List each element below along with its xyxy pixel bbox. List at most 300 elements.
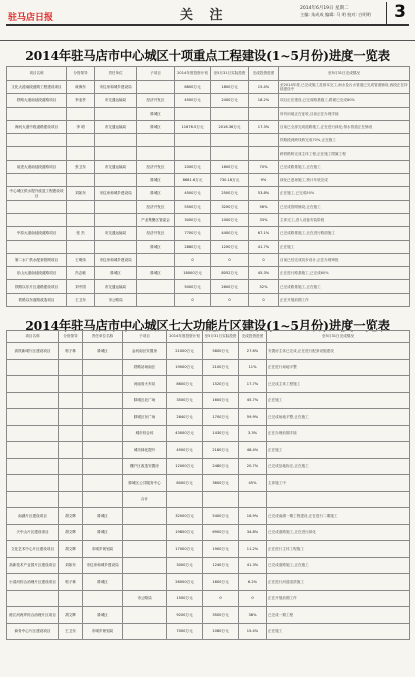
table-cell xyxy=(7,458,59,475)
table-row xyxy=(7,280,410,293)
table-cell: 李 明 xyxy=(67,120,95,133)
table-cell xyxy=(67,147,95,160)
table-cell xyxy=(67,213,95,226)
table-cell: 0 xyxy=(203,590,239,607)
table-cell xyxy=(267,491,410,508)
table-cell: 正在施工 xyxy=(267,392,410,409)
table-cell: 26000万元 xyxy=(167,574,203,591)
table-cell: 11.2% xyxy=(239,541,267,558)
table-cell xyxy=(67,240,95,253)
table-cell: 正在进行场地平整 xyxy=(267,359,410,376)
table-cell: 9200万元 xyxy=(167,607,203,624)
table-cell: 已完成路基施工,正在施工 xyxy=(279,160,410,173)
table-cell xyxy=(95,107,137,120)
table-cell: 0 xyxy=(249,293,279,306)
table-cell: 已完成南湖一期工程建设,正在进行二期施工 xyxy=(267,508,410,525)
table-cell xyxy=(123,607,167,624)
table-cell: 市交通运输局 xyxy=(95,280,137,293)
table-row xyxy=(7,174,410,187)
table-cell: 小清河综合治理片区建设项目 xyxy=(7,574,59,591)
table-cell: 经济开发区 xyxy=(137,200,175,213)
table-cell: 郭子林 xyxy=(59,343,83,360)
table-cell: 铁路大道南延段道路项目 xyxy=(7,94,67,107)
table-cell: 市住房和城乡建设局 xyxy=(95,187,137,200)
table-row xyxy=(7,134,410,147)
table-cell xyxy=(7,425,59,442)
table-row xyxy=(7,541,410,558)
table-row xyxy=(7,557,410,574)
column-header: 项目名称 xyxy=(7,331,59,343)
table-cell xyxy=(123,508,167,525)
table-cell: 市公路局 xyxy=(95,293,137,306)
table-cell: 正在进行河道清淤施工 xyxy=(267,574,410,591)
table-cell xyxy=(83,442,123,459)
table-cell: 6.2% xyxy=(239,574,267,591)
table-cell: 已完成路基施工,正在进行路面施工 xyxy=(279,227,410,240)
table-cell: 1240万元 xyxy=(203,557,239,574)
table-cell: 正在开展前期工作 xyxy=(279,293,410,306)
table-cell xyxy=(7,409,59,426)
table-cell: 2880万元 xyxy=(175,240,211,253)
table-cell: 4400万元 xyxy=(211,227,249,240)
table-cell xyxy=(83,475,123,492)
table-cell: 3000万元 xyxy=(175,213,211,226)
table-row xyxy=(7,81,410,94)
table-cell: 胡文辉 xyxy=(59,607,83,624)
table-cell: 驿城区 xyxy=(83,524,123,541)
table-cell: 张卫东 xyxy=(67,160,95,173)
table-cell xyxy=(7,213,67,226)
editor-credits: 主编: 朱成成 编辑: 马 明 校对: 白明明 xyxy=(300,12,371,17)
table-cell: 6900万元 xyxy=(203,524,239,541)
table-cell: 1200万元 xyxy=(211,240,249,253)
table-cell xyxy=(249,147,279,160)
table-cell: 48.4% xyxy=(239,442,267,459)
table-row xyxy=(7,508,410,525)
table-cell xyxy=(95,147,137,160)
column-header: 责任单位 xyxy=(95,67,137,81)
table-cell xyxy=(59,442,83,459)
table-cell xyxy=(67,107,95,120)
table-cell: 2100万元 xyxy=(203,359,239,376)
table-cell xyxy=(83,458,123,475)
table-cell: 至2014年度,已完成施工及基本完工,雨水及污水管道已完成管道铺设,西段正在持续建设中 xyxy=(279,81,410,94)
table-cell: 41.3% xyxy=(239,557,267,574)
masthead xyxy=(0,0,415,41)
newspaper-name: 驻马店日报 xyxy=(8,13,54,23)
table-cell: 城市综合体 xyxy=(123,425,167,442)
table-cell: 目前已经完成初步设计,正在办理审批 xyxy=(279,253,410,266)
table-cell: 市城乡规划局 xyxy=(83,623,123,640)
table-cell: 17000万元 xyxy=(167,541,203,558)
table-row xyxy=(7,293,410,306)
table-cell: 李亚亭 xyxy=(67,94,95,107)
table-cell xyxy=(7,392,59,409)
table-cell: 市住房和城乡建设局 xyxy=(83,557,123,574)
table-row xyxy=(7,442,410,459)
table-row xyxy=(7,227,410,240)
table-cell: 项目正在建设,已完成路基施工,路面已完成80% xyxy=(279,94,410,107)
table-row xyxy=(7,590,410,607)
table-cell: 1900万元 xyxy=(203,541,239,558)
table-cell xyxy=(137,253,175,266)
seven-areas-table xyxy=(6,330,410,640)
table-cell: 2180万元 xyxy=(203,442,239,459)
table-cell: 11676.5万元 xyxy=(175,120,211,133)
table-row xyxy=(7,607,410,624)
table-row xyxy=(7,425,410,442)
table-cell: 市交通运输局 xyxy=(95,227,137,240)
table-cell: 5800万元 xyxy=(203,343,239,360)
table-cell: 1600万元 xyxy=(211,160,249,173)
table-cell xyxy=(123,541,167,558)
table2-title: 2014年驻马店市中心城区七大功能片区建设(1~5月份)进度一览表 xyxy=(25,318,390,333)
table-cell: 驿城区 xyxy=(137,174,175,187)
table-row xyxy=(7,187,410,200)
table-cell xyxy=(95,213,137,226)
table-cell: 8600万元 xyxy=(167,376,203,393)
table-cell: 2400万元 xyxy=(211,94,249,107)
table-cell: 铁路站场南区 xyxy=(123,359,167,376)
table-row xyxy=(7,409,410,426)
page-number: 3 xyxy=(386,2,413,26)
table-cell: 8000万元 xyxy=(167,475,203,492)
table-cell xyxy=(67,200,95,213)
table-cell: 15.4% xyxy=(239,623,267,640)
table-cell: 45% xyxy=(239,475,267,492)
table-cell: 跨铁路桥完成主体工程,正在施工附属工程 xyxy=(279,147,410,160)
table-cell xyxy=(7,134,67,147)
table-cell: 5000万元 xyxy=(175,280,211,293)
table-cell: 1600万元 xyxy=(203,392,239,409)
table-cell: 17.3% xyxy=(249,120,279,133)
table-cell xyxy=(137,147,175,160)
table-cell: 驿城区东广场 xyxy=(123,409,167,426)
table-cell: 19800万元 xyxy=(167,524,203,541)
table-cell: 33% xyxy=(249,213,279,226)
table-row xyxy=(7,623,410,640)
table-cell: 绿化已进场施工,预计年底完成 xyxy=(279,174,410,187)
table-cell: 主体施工中 xyxy=(267,475,410,492)
table-cell: 第二水厂供水配套管网项目 xyxy=(7,253,67,266)
table-cell: 棚户区改造安置房 xyxy=(123,458,167,475)
table-cell: 70% xyxy=(249,160,279,173)
table-cell xyxy=(249,107,279,120)
table-cell: 驿城区 xyxy=(137,187,175,200)
ten-projects-table xyxy=(6,66,410,307)
table-cell: 0 xyxy=(211,293,249,306)
table-cell: 驿城区公共服务中心 xyxy=(123,475,167,492)
table-cell: 驿城区 xyxy=(83,343,123,360)
table-cell: 4500万元 xyxy=(175,187,211,200)
table-cell: 3500万元 xyxy=(203,607,239,624)
table-cell: 天中山片区建设项目 xyxy=(7,524,59,541)
masthead-rule xyxy=(6,24,409,26)
table-cell: 20.7% xyxy=(239,458,267,475)
table-cell xyxy=(203,491,239,508)
table-cell: 胡文辉 xyxy=(59,524,83,541)
table-cell: 9% xyxy=(249,174,279,187)
column-header: 分管领导 xyxy=(67,67,95,81)
table-cell: 主体完工,进入设备安装阶段 xyxy=(279,213,410,226)
table-row xyxy=(7,524,410,541)
table-cell xyxy=(59,475,83,492)
table-row xyxy=(7,392,410,409)
table-cell: 刘中国 xyxy=(67,280,95,293)
table-cell xyxy=(59,425,83,442)
table-cell: 18000万元 xyxy=(175,267,211,280)
table-row xyxy=(7,120,410,133)
table-cell xyxy=(7,174,67,187)
table-cell: 市住房和城乡建设局 xyxy=(95,253,137,266)
section-title: 关 注 xyxy=(180,8,229,23)
table-cell: 1520万元 xyxy=(203,376,239,393)
column-header: 子项目 xyxy=(137,67,175,81)
table-cell xyxy=(7,376,59,393)
table-row xyxy=(7,240,410,253)
table-row xyxy=(7,213,410,226)
table-cell: 32000万元 xyxy=(167,508,203,525)
table-cell: 1600万元 xyxy=(203,574,239,591)
table-cell: 2600万元 xyxy=(211,280,249,293)
table-cell xyxy=(7,491,59,508)
table-cell: 4500万元 xyxy=(167,442,203,459)
column-header: 2014年度投资计划 xyxy=(175,67,211,81)
table-cell: 刘如东 xyxy=(59,557,83,574)
table-cell xyxy=(59,392,83,409)
table-cell: 驿城区 xyxy=(83,607,123,624)
table-row xyxy=(7,107,410,120)
table-cell xyxy=(7,359,59,376)
table-cell: 已完成征地拆迁,正在施工 xyxy=(267,458,410,475)
table-cell: 0 xyxy=(175,253,211,266)
table-cell xyxy=(7,240,67,253)
table-cell: 正在进行主体工程施工 xyxy=(267,541,410,558)
table-cell xyxy=(59,491,83,508)
column-header: 2014年度投资计划 xyxy=(167,331,203,343)
table-cell: 56% xyxy=(249,200,279,213)
table-cell: 产业集聚区管委会 xyxy=(137,213,175,226)
table-cell: 3600万元 xyxy=(203,475,239,492)
table-cell: 5500万元 xyxy=(175,200,211,213)
table-cell xyxy=(123,623,167,640)
table-cell: 8681.6万元 xyxy=(175,174,211,187)
table-cell: 河南省火车站 xyxy=(123,376,167,393)
table-cell: 市住房和城乡建设局 xyxy=(95,81,137,94)
table-cell: 8600万元 xyxy=(175,81,211,94)
table-row xyxy=(7,359,410,376)
table-cell: 730.16万元 xyxy=(211,174,249,187)
table1-title: 2014年驻马店市中心城区十项重点工程建设(1~5月份)进度一览表 xyxy=(25,48,390,63)
column-header: 至5月31日完成情况 xyxy=(279,67,410,81)
table-cell xyxy=(249,134,279,147)
table-cell: 2500万元 xyxy=(211,187,249,200)
table-cell: 王卫东 xyxy=(59,623,83,640)
table-cell: 胡文辉 xyxy=(59,541,83,558)
column-header: 至5月31日实际投资 xyxy=(203,331,239,343)
table-cell: 文化艺术中心片区建设项目 xyxy=(7,541,59,558)
table-cell: 张 杰 xyxy=(67,227,95,240)
table-cell: 戚海东 xyxy=(67,81,95,94)
table-cell: 所有用地正在征收,目前正在办理手续 xyxy=(279,107,410,120)
table-cell: 15.4% xyxy=(249,81,279,94)
table-cell: 市交通运输局 xyxy=(95,94,137,107)
table-cell: 正在施工 xyxy=(267,442,410,459)
table-cell xyxy=(175,134,211,147)
table-cell: 市交通运输局 xyxy=(95,160,137,173)
table-cell xyxy=(167,491,203,508)
table-cell: 城市绿化提升 xyxy=(123,442,167,459)
table-cell: 1700万元 xyxy=(203,409,239,426)
table-cell xyxy=(7,147,67,160)
table-cell: 中原大道南延段道路项目 xyxy=(7,227,67,240)
table-cell: 目前已全部完成道路施工,正在进行绿化;排水管道正在铺设 xyxy=(279,120,410,133)
table-row xyxy=(7,200,410,213)
table-cell xyxy=(211,107,249,120)
table-cell: 3200万元 xyxy=(211,200,249,213)
column-header: 至5月31日实际投资 xyxy=(211,67,249,81)
table-cell: 合计 xyxy=(123,491,167,508)
table-cell: 王明伟 xyxy=(67,253,95,266)
table-cell: 52% xyxy=(249,280,279,293)
table-cell: 铁路以东道路改造项目 xyxy=(7,293,67,306)
issue-date: 2014年6月19日 星期二 xyxy=(300,6,349,11)
table-cell: 南湖片区建设项目 xyxy=(7,508,59,525)
table-cell: 43000万元 xyxy=(167,425,203,442)
table-cell: 7700万元 xyxy=(175,227,211,240)
table-cell: 练江河两岸综合治理片区项目 xyxy=(7,607,59,624)
table-cell: 铁路段到跨线桥完成70%,正在施工 xyxy=(279,134,410,147)
table-cell xyxy=(7,107,67,120)
table-cell xyxy=(95,240,137,253)
column-header: 完成投资进度 xyxy=(249,67,279,81)
column-header: 子项目 xyxy=(123,331,167,343)
column-header: 项目名称 xyxy=(7,67,67,81)
table-cell: 前进大道南延段道路项目 xyxy=(7,160,67,173)
table-cell: 4500万元 xyxy=(175,94,211,107)
table-row xyxy=(7,160,410,173)
table-cell: 驿城区 xyxy=(137,267,175,280)
table-header-row xyxy=(7,67,410,81)
table-cell: 2000万元 xyxy=(175,160,211,173)
table-cell: 中心城区供水提升改造工程建设项目 xyxy=(7,187,67,200)
table-cell: 高新技术产业园片区建设项目 xyxy=(7,557,59,574)
table-header-row xyxy=(7,331,410,343)
table-row xyxy=(7,574,410,591)
table-row xyxy=(7,94,410,107)
table-cell xyxy=(95,174,137,187)
table-cell: 38% xyxy=(239,607,267,624)
table-row xyxy=(7,376,410,393)
table-cell: 34.8% xyxy=(239,524,267,541)
table-cell xyxy=(7,442,59,459)
table-cell xyxy=(59,590,83,607)
table-cell: 正在施工,已完成50% xyxy=(279,187,410,200)
table-cell: 驿城区 xyxy=(95,267,137,280)
column-header: 责任单位名称 xyxy=(83,331,123,343)
table-cell: 刘如东 xyxy=(67,187,95,200)
table-cell: 正在施工 xyxy=(279,240,410,253)
table-cell: 2840万元 xyxy=(167,409,203,426)
table-cell: 1800万元 xyxy=(211,81,249,94)
table-cell: 文化大道南段道路工程建设项目 xyxy=(7,81,67,94)
table-cell xyxy=(7,590,59,607)
table-cell: 12000万元 xyxy=(167,458,203,475)
table-cell xyxy=(123,524,167,541)
table-cell: 高铁新城片区建设项目 xyxy=(7,343,59,360)
table-cell: 驿城区 xyxy=(137,107,175,120)
table-cell xyxy=(7,200,67,213)
table-cell: 已完成主体工程施工 xyxy=(267,376,410,393)
table-cell xyxy=(59,376,83,393)
table-cell xyxy=(123,557,167,574)
table-cell: 17.7% xyxy=(239,376,267,393)
table-cell: 已完成道路施工,正在施工 xyxy=(267,557,410,574)
table-row xyxy=(7,343,410,360)
table-cell: 已完成管网铺设,正在施工 xyxy=(279,200,410,213)
table-cell: 5400万元 xyxy=(203,508,239,525)
table-cell xyxy=(123,574,167,591)
table-cell: 驿城区北广场 xyxy=(123,392,167,409)
table-cell: 0 xyxy=(211,253,249,266)
table-row xyxy=(7,458,410,475)
table-cell: 乐山大道南延段道路项目 xyxy=(7,267,67,280)
table-cell: 驿城区 xyxy=(137,240,175,253)
table-cell: 41.7% xyxy=(249,240,279,253)
table-cell: 王卫东 xyxy=(67,293,95,306)
table-cell: 已完成一期工程 xyxy=(267,607,410,624)
column-header: 至5月31日完成情况 xyxy=(267,331,410,343)
table-cell xyxy=(83,425,123,442)
table-row xyxy=(7,147,410,160)
table-cell: 经济开发区 xyxy=(137,160,175,173)
table-cell: 冯志敏 xyxy=(67,267,95,280)
table-cell: 市城乡规划局 xyxy=(83,541,123,558)
table-cell xyxy=(175,107,211,120)
table-cell xyxy=(59,458,83,475)
table-cell: 海河大道中段道路建设项目 xyxy=(7,120,67,133)
table-cell: 0 xyxy=(239,590,267,607)
table-cell xyxy=(211,147,249,160)
table-cell: 1430万元 xyxy=(203,425,239,442)
table-cell: 3.3% xyxy=(239,425,267,442)
table-row xyxy=(7,253,410,266)
table-cell: 胡文辉 xyxy=(59,508,83,525)
table-cell: 27.6% xyxy=(239,343,267,360)
table-cell xyxy=(83,392,123,409)
table-cell: 1080万元 xyxy=(203,623,239,640)
table-cell xyxy=(59,359,83,376)
table-cell xyxy=(83,409,123,426)
table-cell: 18.2% xyxy=(249,94,279,107)
table-cell: 正在进行路基施工,已完成60% xyxy=(279,267,410,280)
table-cell: 正在办理前期手续 xyxy=(267,425,410,442)
table-row xyxy=(7,491,410,508)
table-cell: 3000万元 xyxy=(167,557,203,574)
table-cell xyxy=(95,134,137,147)
table-cell: 已完成路基施工,正在施工 xyxy=(279,280,410,293)
table-cell xyxy=(7,475,59,492)
table-cell: 2480万元 xyxy=(203,458,239,475)
table-cell: 经济开发区 xyxy=(137,94,175,107)
table-cell: 已完成道路施工,正在进行绿化 xyxy=(267,524,410,541)
column-header: 完成投资进度 xyxy=(239,331,267,343)
table-cell xyxy=(95,200,137,213)
table-cell: 16.9% xyxy=(239,508,267,525)
table-cell: 正在施工 xyxy=(267,623,410,640)
table-cell xyxy=(137,293,175,306)
table-cell: 59.9% xyxy=(239,409,267,426)
